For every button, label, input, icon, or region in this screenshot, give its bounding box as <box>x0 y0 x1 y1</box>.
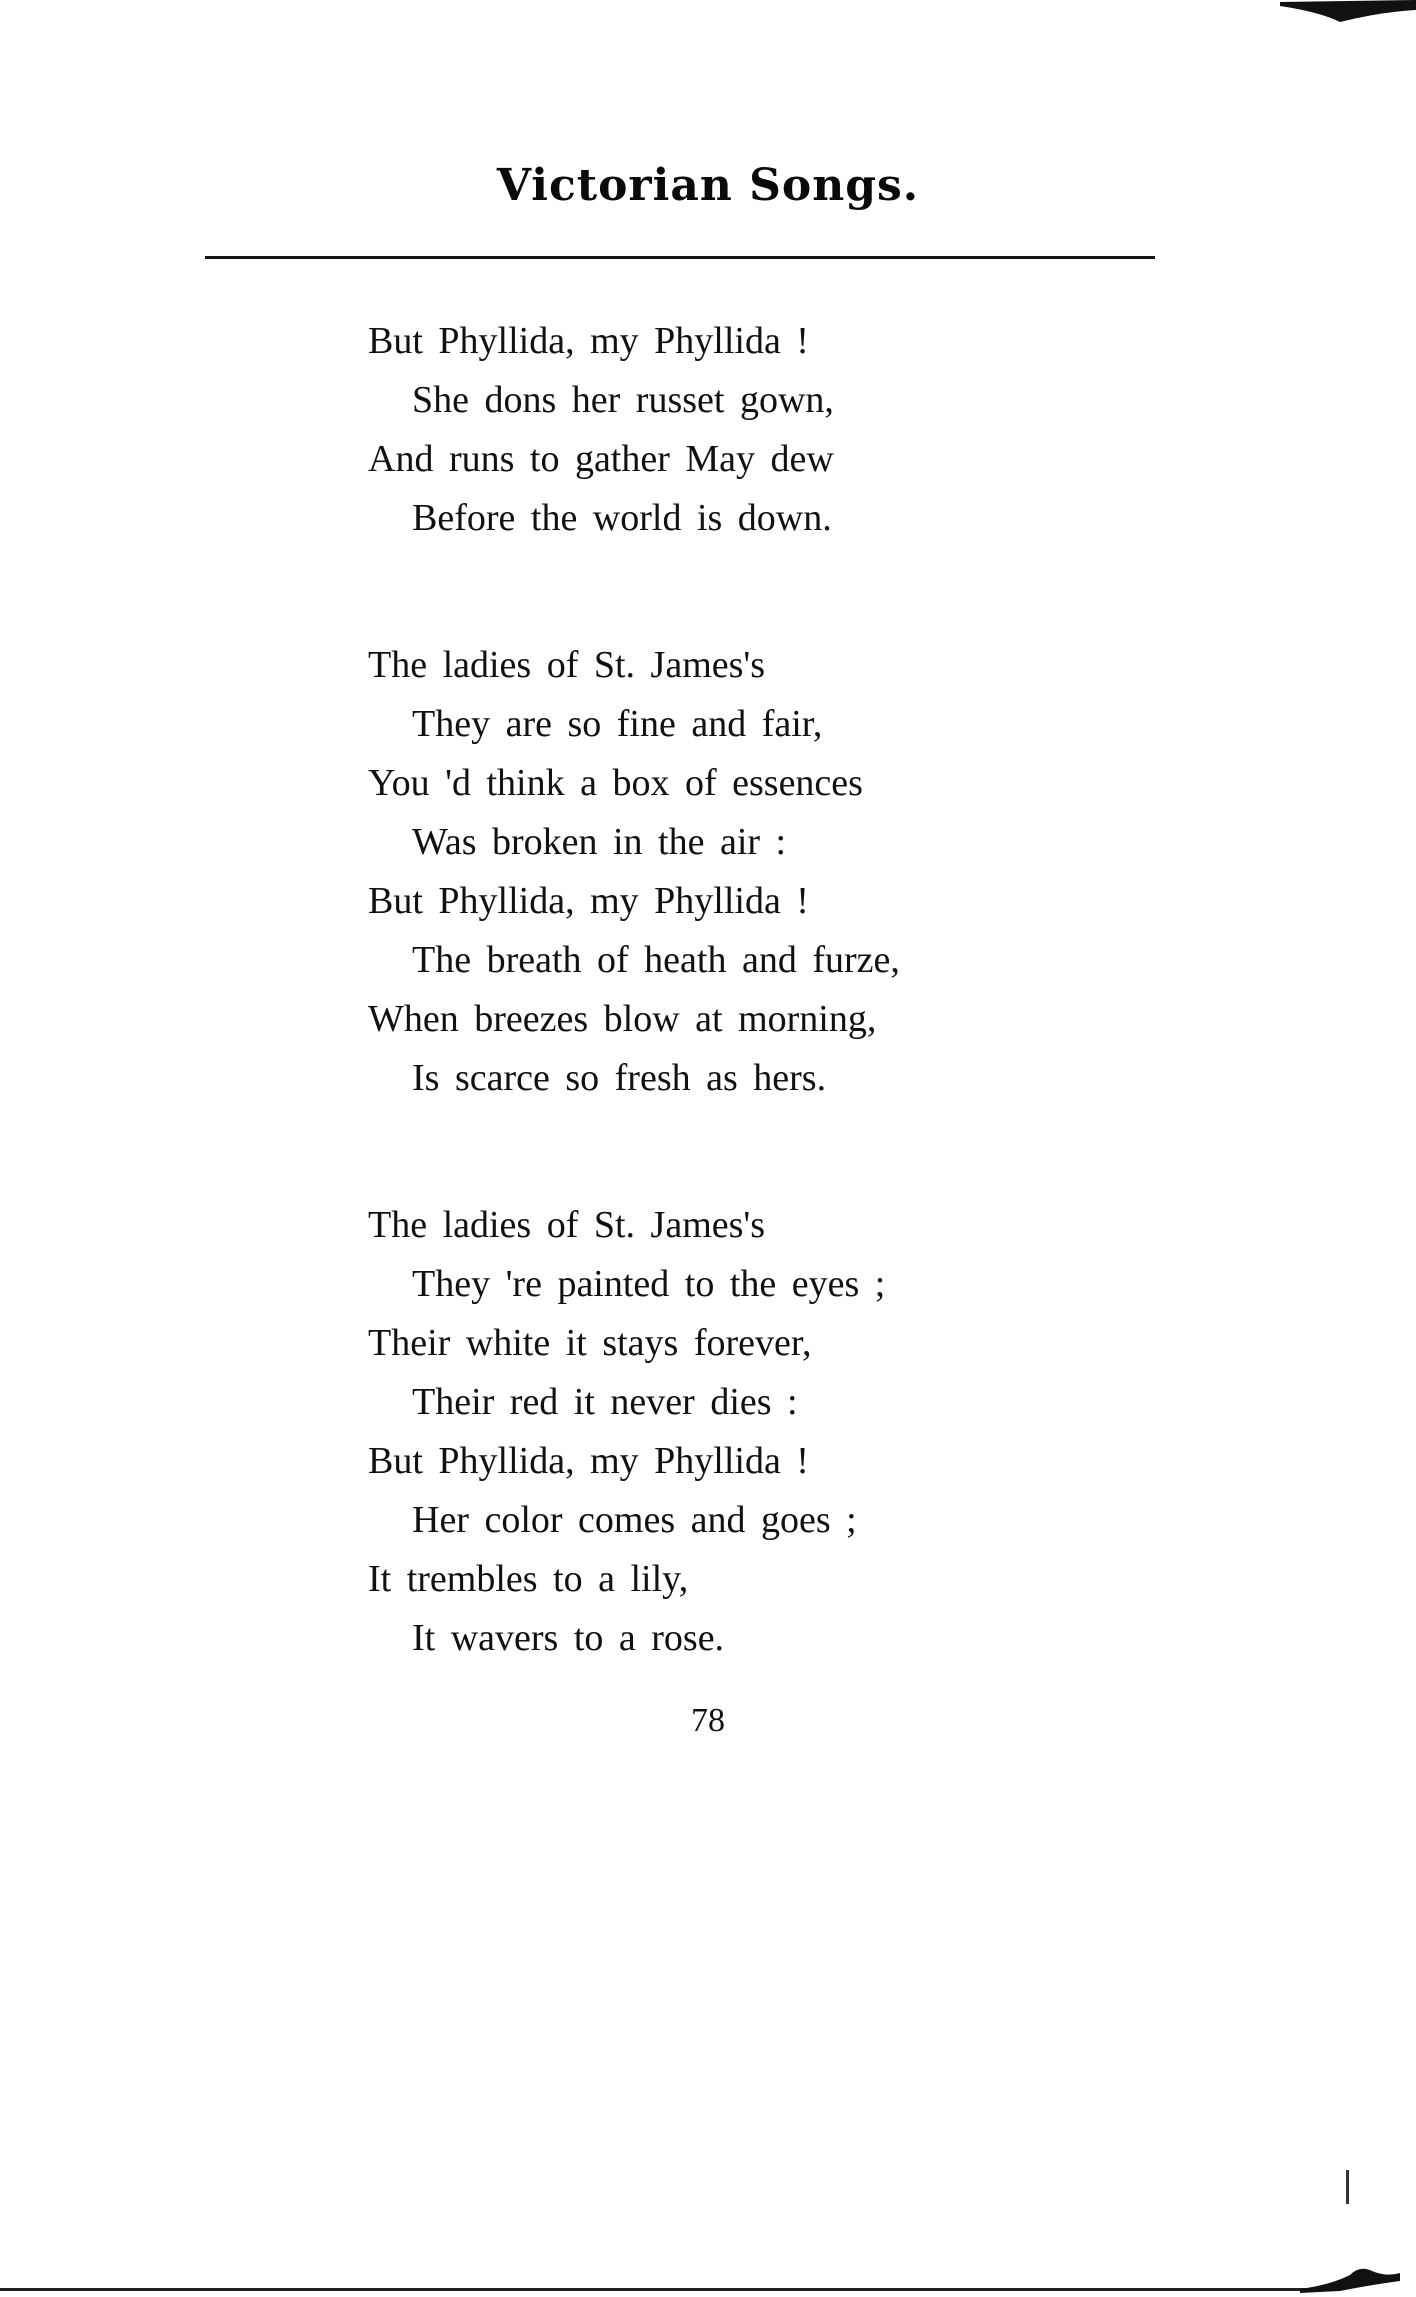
poem-line: Is scarce so fresh as hers. <box>412 1057 827 1099</box>
page-bottom-edge <box>0 2288 1330 2291</box>
stanza-2 <box>368 636 1168 1108</box>
poem <box>368 312 1168 1756</box>
stanza-1 <box>368 312 1168 548</box>
poem-line: The breath of heath and furze, <box>412 939 900 981</box>
poem-line: The ladies of St. James's <box>368 1204 766 1246</box>
running-head: Victorian Songs. <box>496 160 920 211</box>
scan-smudge-top-right <box>1280 0 1416 28</box>
page-number: 78 <box>691 1702 725 1739</box>
scan-smudge-bottom-right <box>1300 2255 1400 2295</box>
poem-line: It wavers to a rose. <box>412 1617 725 1659</box>
poem-line: You 'd think a box of essences <box>368 762 863 804</box>
poem-line: Their red it never dies : <box>412 1381 798 1423</box>
scan-mark <box>1346 2170 1349 2204</box>
poem-line: She dons her russet gown, <box>412 379 834 421</box>
poem-line: It trembles to a lily, <box>368 1558 689 1600</box>
poem-line: But Phyllida, my Phyllida ! <box>368 1440 809 1482</box>
poem-line: And runs to gather May dew <box>368 438 834 480</box>
poem-line: Before the world is down. <box>412 497 832 539</box>
poem-line: They are so fine and fair, <box>412 703 823 745</box>
poem-line: Her color comes and goes ; <box>412 1499 857 1541</box>
poem-line: Was broken in the air : <box>412 821 787 863</box>
poem-line: When breezes blow at morning, <box>368 998 877 1040</box>
poem-line: The ladies of St. James's <box>368 644 766 686</box>
poem-line: But Phyllida, my Phyllida ! <box>368 880 809 922</box>
poem-line: Their white it stays forever, <box>368 1322 812 1364</box>
poem-line: But Phyllida, my Phyllida ! <box>368 320 809 362</box>
stanza-3 <box>368 1196 1168 1668</box>
header-rule <box>205 256 1155 259</box>
poem-line: They 're painted to the eyes ; <box>412 1263 886 1305</box>
